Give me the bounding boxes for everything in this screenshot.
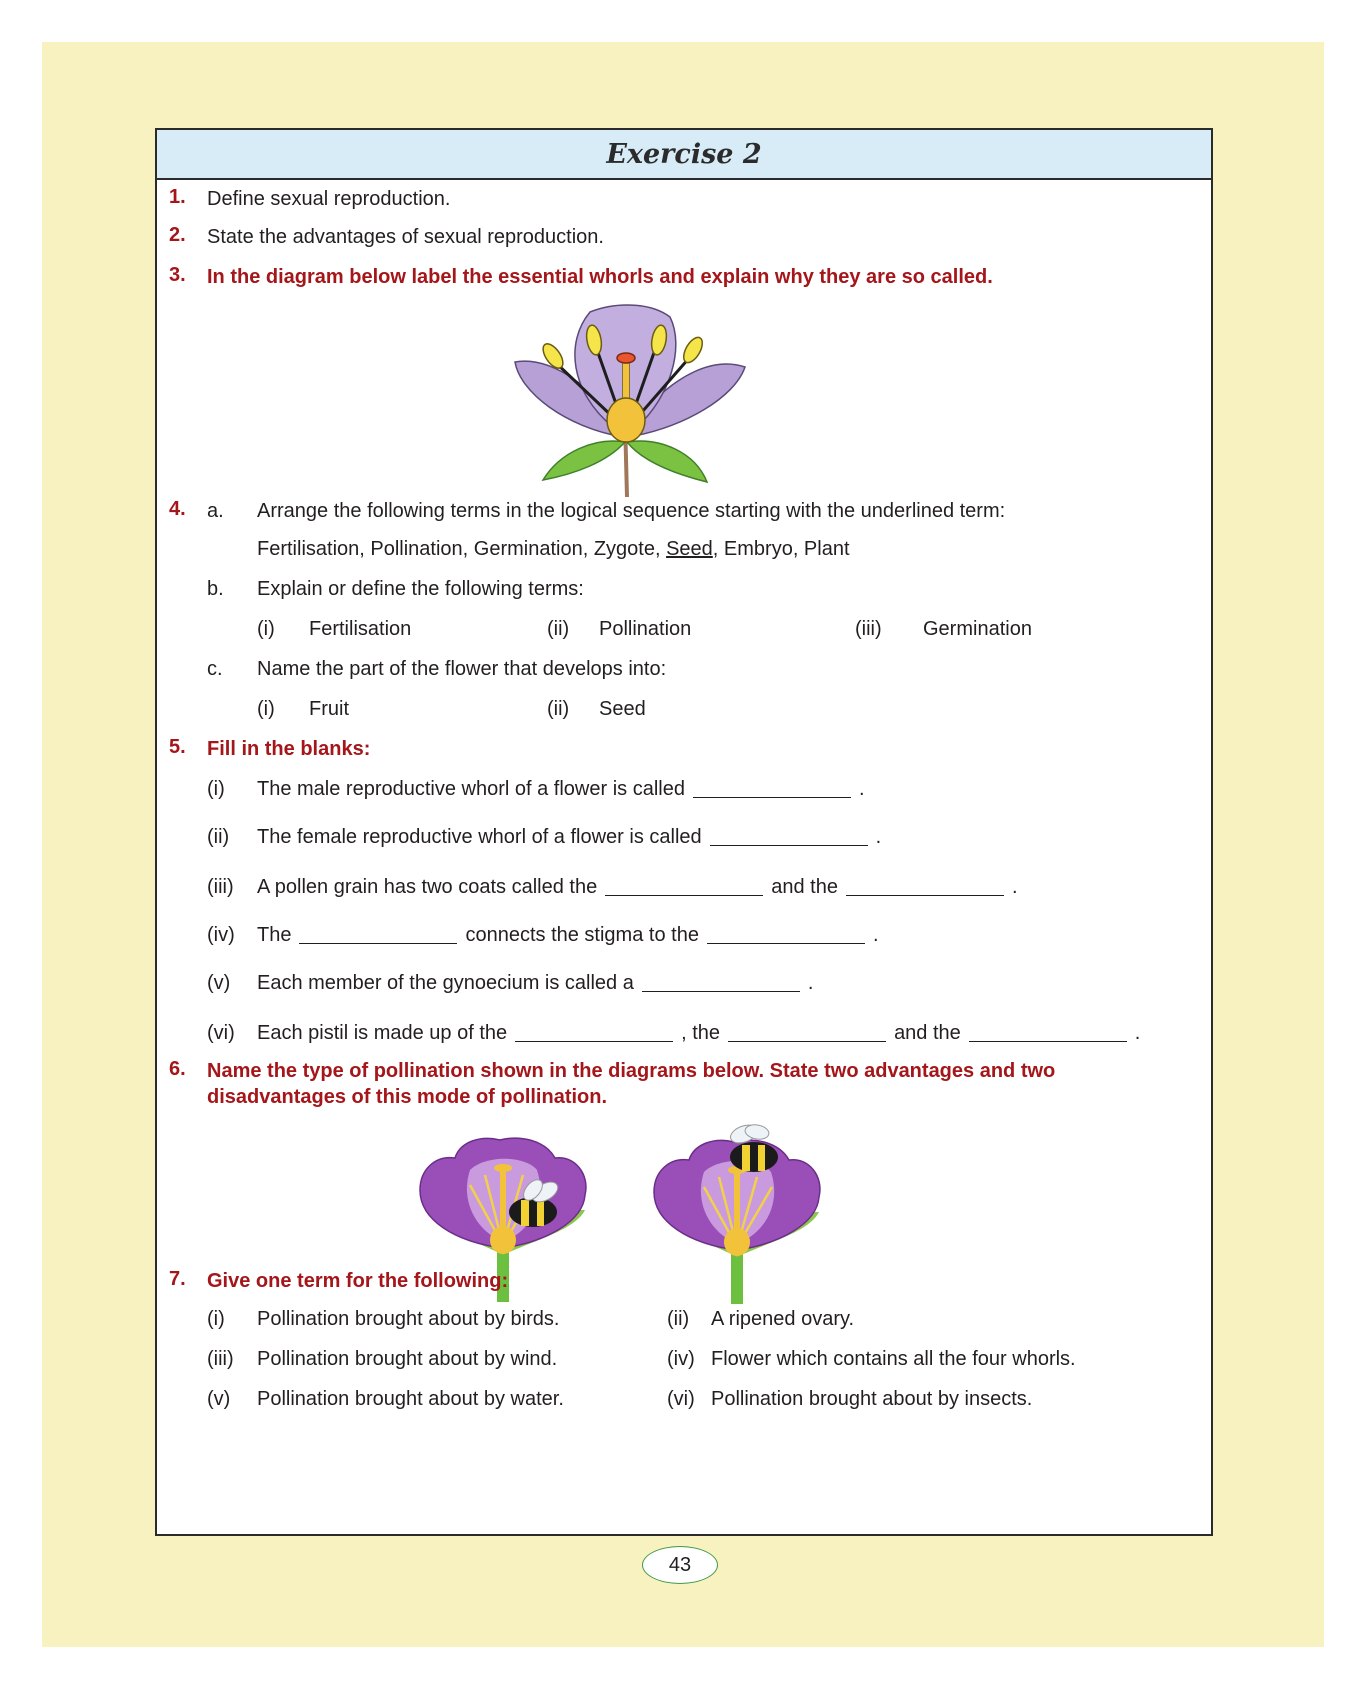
q7-item-6-num: (vi): [667, 1388, 695, 1410]
q5-item-1-end: .: [858, 778, 865, 800]
q5-item-3-end: .: [1011, 876, 1018, 898]
q4c-label: c.: [207, 658, 223, 680]
q4b-label: b.: [207, 578, 224, 600]
q4b-item-1-text: Fertilisation: [309, 618, 412, 640]
q7-item-3-text: Pollination brought about by wind.: [257, 1348, 558, 1370]
answer-blank[interactable]: [693, 796, 851, 798]
q4-number: 4.: [169, 498, 186, 520]
q5-item-5-num: (v): [207, 972, 231, 994]
q5-item-1: [257, 776, 865, 802]
answer-blank[interactable]: [846, 894, 1004, 896]
answer-blank[interactable]: [299, 942, 457, 944]
q4c-item-2-num: (ii): [547, 698, 570, 720]
q4b-item-3-num: (iii): [855, 618, 882, 640]
exercise-box: [155, 128, 1213, 1536]
q4a-label: a.: [207, 500, 224, 522]
q5-item-5-text: Each member of the gynoecium is called a: [257, 972, 634, 994]
q7-item-4-text: Flower which contains all the four whorls.: [711, 1348, 1076, 1370]
q4b-item-2-num: (ii): [547, 618, 570, 640]
q7-item-3-num: (iii): [207, 1348, 234, 1370]
q7-item-1-text: Pollination brought about by birds.: [257, 1308, 560, 1330]
q3-text: In the diagram below label the essential whorls and explain why they are so called.: [207, 266, 993, 288]
answer-blank[interactable]: [515, 1040, 673, 1042]
q7-item-6-text: Pollination brought about by insects.: [711, 1388, 1033, 1410]
q4b-text: Explain or define the following terms:: [257, 578, 584, 600]
q5-item-6-text: Each pistil is made up of the: [257, 1022, 508, 1044]
q5-item-3-text: A pollen grain has two coats called the: [257, 876, 598, 898]
page-number: 43: [642, 1546, 718, 1584]
q5-item-4-text-2: connects the stigma to the: [465, 924, 699, 946]
q5-item-2-num: (ii): [207, 826, 230, 848]
q7-item-1-num: (i): [207, 1308, 225, 1330]
q7-item-4-num: (iv): [667, 1348, 695, 1370]
answer-blank[interactable]: [642, 990, 800, 992]
q6-number: 6.: [169, 1058, 186, 1080]
q4b-item-2-text: Pollination: [599, 618, 692, 640]
answer-blank[interactable]: [969, 1040, 1127, 1042]
q4a-terms-before: Fertilisation, Pollination, Germination, Zygote,: [257, 538, 667, 560]
q1-text: Define sexual reproduction.: [207, 188, 451, 210]
q5-item-5: [257, 970, 813, 996]
q1-number: 1.: [169, 186, 186, 208]
q6-line-2: disadvantages of this mode of pollination.: [207, 1086, 608, 1108]
q4a-text: Arrange the following terms in the logical sequence starting with the underlined term:: [257, 500, 1006, 522]
q5-item-4-text: The: [257, 924, 292, 946]
q7-item-5-num: (v): [207, 1388, 231, 1410]
q4b-item-1-num: (i): [257, 618, 275, 640]
q5-item-6-end: .: [1134, 1022, 1141, 1044]
q5-item-1-text: The male reproductive whorl of a flower is called: [257, 778, 685, 800]
q5-item-3-text-2: and the: [771, 876, 838, 898]
q5-item-6-text-3: and the: [894, 1022, 961, 1044]
q4b-item-3-text: Germination: [923, 618, 1032, 640]
q5-item-1-num: (i): [207, 778, 225, 800]
q5-item-4-num: (iv): [207, 924, 235, 946]
exercise-title: Exercise 2: [606, 139, 762, 170]
q6-line-1: Name the type of pollination shown in the diagrams below. State two advantages and two: [207, 1060, 1056, 1082]
flower-diagram: [495, 302, 765, 502]
q7-item-5-text: Pollination brought about by water.: [257, 1388, 564, 1410]
q5-item-3: [257, 874, 1018, 900]
q3-number: 3.: [169, 264, 186, 286]
q5-item-6: [257, 1020, 1140, 1046]
q5-item-3-num: (iii): [207, 876, 234, 898]
answer-blank[interactable]: [710, 844, 868, 846]
q4a-underlined-term: Seed: [666, 538, 713, 560]
q7-number: 7.: [169, 1268, 186, 1290]
q5-item-2: [257, 824, 881, 850]
q5-item-2-end: .: [875, 826, 882, 848]
q7-item-2-text: A ripened ovary.: [711, 1308, 855, 1330]
q5-item-6-text-2: , the: [681, 1022, 721, 1044]
q5-item-2-text: The female reproductive whorl of a flower is called: [257, 826, 702, 848]
q5-item-6-num: (vi): [207, 1022, 235, 1044]
q5-text: Fill in the blanks:: [207, 738, 371, 760]
exercise-content: [157, 130, 1211, 1534]
q4c-item-2-text: Seed: [599, 698, 646, 720]
q4c-text: Name the part of the flower that develops into:: [257, 658, 667, 680]
q5-number: 5.: [169, 736, 186, 758]
q7-text: Give one term for the following:: [207, 1270, 509, 1292]
q7-item-2-num: (ii): [667, 1308, 690, 1330]
q4a-terms: [257, 536, 850, 562]
answer-blank[interactable]: [707, 942, 865, 944]
answer-blank[interactable]: [605, 894, 763, 896]
q2-text: State the advantages of sexual reproduction.: [207, 226, 604, 248]
q5-item-4-end: .: [872, 924, 879, 946]
q4c-item-1-text: Fruit: [309, 698, 349, 720]
pollination-diagram-2: [649, 1112, 829, 1307]
q5-item-4: [257, 922, 879, 948]
q2-number: 2.: [169, 224, 186, 246]
answer-blank[interactable]: [728, 1040, 886, 1042]
q4a-terms-after: , Embryo, Plant: [712, 538, 850, 560]
q4c-item-1-num: (i): [257, 698, 275, 720]
q5-item-5-end: .: [807, 972, 814, 994]
